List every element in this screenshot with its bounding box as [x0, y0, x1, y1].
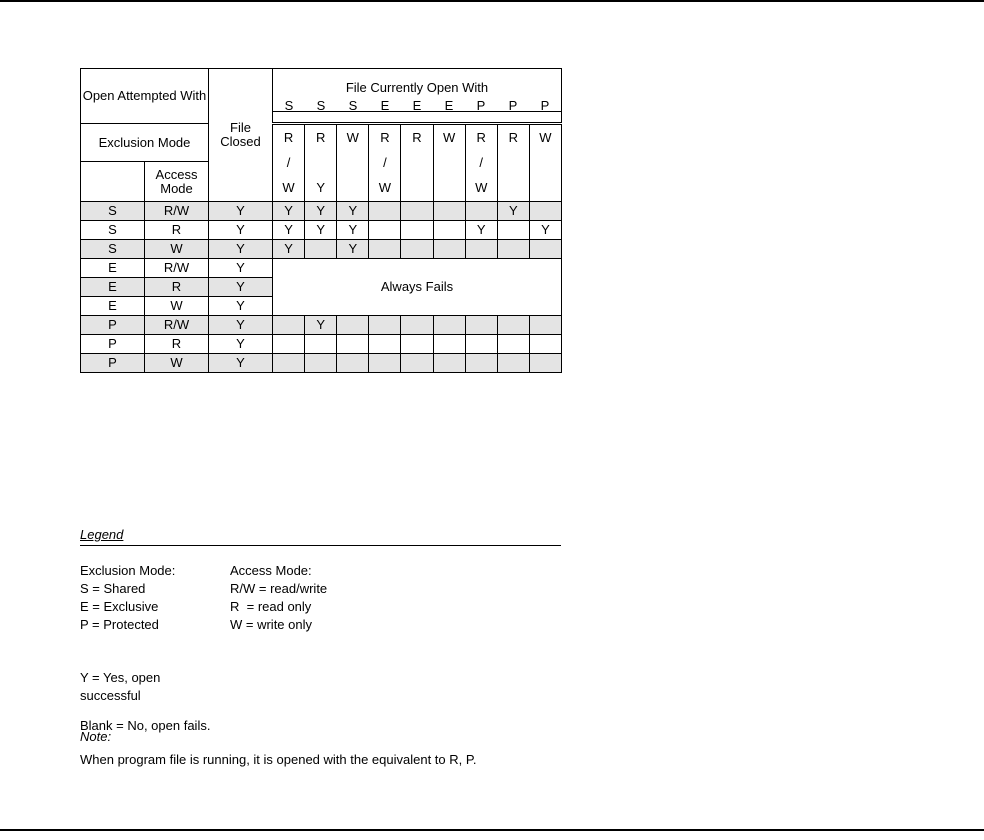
file-currently-open-header: [273, 69, 562, 124]
always-fails-cell: Always Fails: [273, 259, 562, 316]
sub-access-char: /: [286, 155, 291, 170]
access-cell: W: [145, 354, 209, 373]
result-cell: [369, 202, 401, 221]
sub-access-char: W: [442, 130, 456, 145]
legend-yes-text: Y = Yes, open successful: [80, 670, 161, 703]
file-closed-cell: Y: [209, 259, 273, 278]
sub-access-char: Y: [316, 180, 325, 195]
sub-access-header: [497, 124, 529, 202]
table-row: [81, 202, 562, 221]
access-cell: W: [145, 297, 209, 316]
result-cell: [305, 335, 337, 354]
table-row: [81, 316, 562, 335]
file-closed-header: File Closed: [209, 69, 273, 202]
result-cell: [465, 316, 497, 335]
table-row: [81, 335, 562, 354]
result-cell: [433, 221, 465, 240]
result-cell: [369, 240, 401, 259]
legend-access: [230, 562, 327, 634]
sub-access-char: W: [282, 180, 295, 195]
legend-access-heading: Access Mode:: [230, 563, 312, 578]
result-cell: [497, 221, 529, 240]
result-cell: [497, 316, 529, 335]
result-cell: Y: [465, 221, 497, 240]
result-cell: [305, 240, 337, 259]
access-cell: R: [145, 278, 209, 297]
exclusion-cell: S: [81, 240, 145, 259]
legend-item: S = Shared: [80, 581, 146, 596]
sub-access-header: [529, 124, 561, 202]
exclusion-cell: E: [81, 297, 145, 316]
sub-access-char: W: [539, 130, 552, 145]
table-row: [81, 259, 562, 278]
table-row: [81, 354, 562, 373]
result-cell: [497, 335, 529, 354]
result-cell: [465, 202, 497, 221]
table-row: [81, 240, 562, 259]
result-cell: [465, 354, 497, 373]
result-cell: [369, 316, 401, 335]
file-closed-cell: Y: [209, 354, 273, 373]
result-cell: [529, 335, 561, 354]
result-cell: [497, 354, 529, 373]
note-label: Note:: [80, 729, 112, 744]
result-cell: Y: [305, 221, 337, 240]
result-cell: [401, 240, 433, 259]
sub-access-char: [401, 175, 432, 200]
sub-access-char: [401, 150, 432, 175]
sub-access-char: R: [412, 130, 422, 145]
result-cell: Y: [337, 202, 369, 221]
file-closed-cell: Y: [209, 297, 273, 316]
sub-access-char: [498, 175, 529, 200]
exclusion-mode-spacer: [81, 162, 145, 202]
sub-access-char: [530, 150, 561, 175]
sub-access-header: [273, 124, 305, 202]
sub-access-char: W: [378, 180, 392, 195]
access-mode-header: Access Mode: [145, 162, 209, 202]
result-cell: [401, 316, 433, 335]
legend-item: P = Protected: [80, 617, 159, 632]
sub-access-header: [369, 124, 401, 202]
sub-access-char: [434, 150, 465, 175]
legend-blank-text: Blank = No, open fails.: [80, 718, 211, 733]
result-cell: [305, 354, 337, 373]
result-cell: Y: [305, 202, 337, 221]
sub-exclusion-row: [273, 99, 561, 112]
result-cell: [433, 240, 465, 259]
result-cell: [433, 316, 465, 335]
legend-item: W = write only: [230, 617, 312, 632]
note-text: When program file is running, it is opened with the equivalent to R, P.: [80, 752, 477, 767]
access-cell: R: [145, 221, 209, 240]
file-closed-cell: Y: [209, 316, 273, 335]
legend-item: R/W = read/write: [230, 581, 328, 596]
sub-exclusion-letter: P: [540, 99, 550, 112]
result-cell: [529, 240, 561, 259]
result-cell: Y: [273, 221, 305, 240]
result-cell: [369, 354, 401, 373]
exclusion-cell: P: [81, 316, 145, 335]
sub-access-char: R: [283, 130, 294, 145]
result-cell: [337, 316, 369, 335]
sub-exclusion-letter: S: [348, 99, 358, 112]
file-currently-open-title: File Currently Open With: [345, 80, 489, 95]
sub-exclusion-letter: E: [444, 99, 454, 112]
sub-access-char: [498, 150, 529, 175]
result-cell: Y: [273, 240, 305, 259]
sub-access-header: [465, 124, 497, 202]
bottom-rule: [0, 829, 984, 831]
result-cell: [529, 202, 561, 221]
access-cell: R/W: [145, 316, 209, 335]
sub-access-header: [433, 124, 465, 202]
legend-exclusion-heading: Exclusion Mode:: [80, 563, 176, 578]
sub-exclusion-letter: S: [284, 99, 294, 112]
sub-access-header: [401, 124, 433, 202]
result-cell: Y: [337, 240, 369, 259]
access-cell: R/W: [145, 259, 209, 278]
open-attempted-header: Open Attempted With: [81, 69, 209, 124]
sub-access-char: [434, 175, 465, 200]
result-cell: [337, 354, 369, 373]
exclusion-cell: E: [81, 259, 145, 278]
legend-item: R = read only: [230, 599, 312, 614]
exclusion-cell: S: [81, 202, 145, 221]
sub-access-char: R: [476, 130, 486, 145]
legend-title: Legend: [80, 527, 561, 546]
sub-exclusion-letter: P: [476, 99, 486, 112]
result-cell: [273, 354, 305, 373]
sub-access-char: [530, 175, 561, 200]
result-cell: [401, 221, 433, 240]
legend: [80, 527, 561, 638]
result-cell: [401, 335, 433, 354]
sub-access-char: R: [315, 130, 326, 145]
result-cell: [465, 335, 497, 354]
top-rule: [0, 0, 984, 2]
result-cell: Y: [497, 202, 529, 221]
access-cell: R/W: [145, 202, 209, 221]
exclusion-mode-header: Exclusion Mode: [81, 124, 209, 162]
sub-access-header: [337, 124, 369, 202]
sub-access-char: [337, 175, 368, 200]
result-cell: [465, 240, 497, 259]
sub-access-header: [305, 124, 337, 202]
file-closed-cell: Y: [209, 221, 273, 240]
table-row: [81, 221, 562, 240]
legend-exclusion: [80, 562, 175, 634]
sub-exclusion-letter: S: [316, 99, 326, 112]
exclusion-cell: E: [81, 278, 145, 297]
result-cell: [337, 335, 369, 354]
sub-access-char: R: [380, 130, 390, 145]
access-cell: R: [145, 335, 209, 354]
result-cell: [369, 221, 401, 240]
access-cell: W: [145, 240, 209, 259]
exclusion-cell: S: [81, 221, 145, 240]
file-closed-cell: Y: [209, 202, 273, 221]
exclusion-cell: P: [81, 335, 145, 354]
result-cell: [433, 202, 465, 221]
exclusion-cell: P: [81, 354, 145, 373]
file-closed-cell: Y: [209, 240, 273, 259]
file-closed-cell: Y: [209, 335, 273, 354]
legend-item: E = Exclusive: [80, 599, 159, 614]
result-cell: Y: [529, 221, 561, 240]
sub-access-char: R: [508, 130, 519, 145]
result-cell: [433, 354, 465, 373]
sub-access-char: [337, 150, 368, 175]
result-cell: [273, 335, 305, 354]
result-cell: [401, 354, 433, 373]
result-cell: [401, 202, 433, 221]
result-cell: Y: [305, 316, 337, 335]
file-closed-cell: Y: [209, 278, 273, 297]
file-open-compatibility-table: [80, 68, 562, 373]
result-cell: [529, 354, 561, 373]
sub-access-char: /: [383, 155, 387, 170]
result-cell: Y: [273, 202, 305, 221]
sub-exclusion-letter: E: [380, 99, 390, 112]
result-cell: [273, 316, 305, 335]
result-cell: [529, 316, 561, 335]
sub-exclusion-letter: E: [412, 99, 422, 112]
sub-access-char: [305, 150, 336, 175]
sub-exclusion-letter: P: [508, 99, 518, 112]
result-cell: Y: [337, 221, 369, 240]
result-cell: [497, 240, 529, 259]
sub-access-char: W: [475, 180, 488, 195]
sub-access-char: W: [346, 130, 359, 145]
result-cell: [433, 335, 465, 354]
result-cell: [369, 335, 401, 354]
sub-access-char: /: [479, 155, 484, 170]
